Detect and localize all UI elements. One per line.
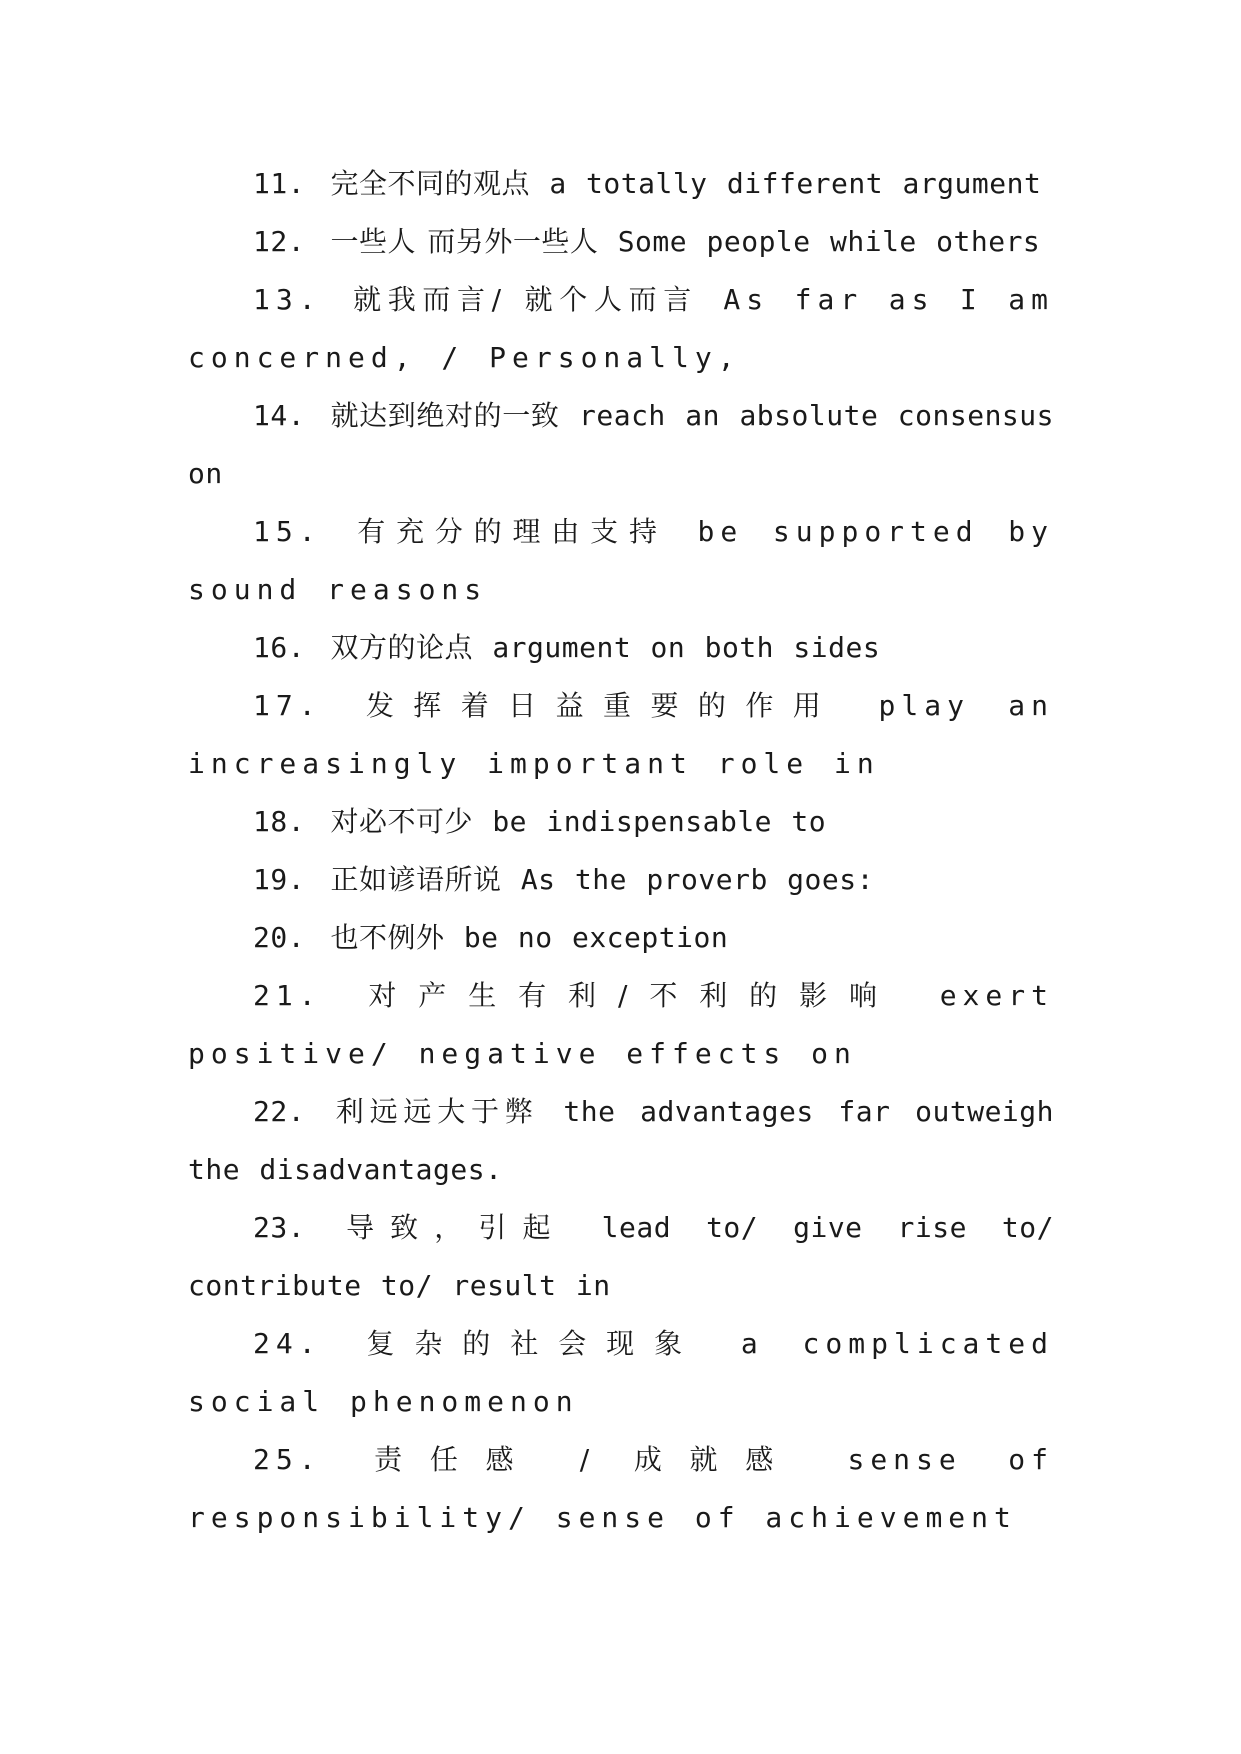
phrase-chinese: 对必不可少	[330, 805, 473, 838]
phrase-item-18	[188, 793, 1054, 851]
phrase-english: lead to/ give rise to/ contribute to/ result in	[188, 1211, 1054, 1302]
phrase-english: be supported by sound reasons	[188, 515, 1054, 606]
phrase-chinese: 发挥着日益重要的作用	[365, 689, 841, 722]
phrase-list	[188, 155, 1054, 1547]
phrase-number: 24.	[253, 1327, 322, 1360]
phrase-item-19	[188, 851, 1054, 909]
phrase-item-23	[188, 1199, 1054, 1315]
phrase-chinese: 利远远大于弊	[335, 1095, 539, 1128]
phrase-number: 18.	[253, 805, 306, 838]
phrase-item-14	[188, 387, 1054, 503]
phrase-chinese: 正如谚语所说	[330, 863, 502, 896]
phrase-english: sense of responsibility/ sense of achievement	[188, 1443, 1055, 1534]
phrase-english: be indispensable to	[492, 805, 827, 838]
phrase-number: 19.	[253, 863, 306, 896]
phrase-english: argument on both sides	[492, 631, 881, 664]
phrase-item-12	[188, 213, 1054, 271]
phrase-item-25	[188, 1431, 1054, 1547]
phrase-english: As far as I am concerned, / Personally,	[188, 283, 1055, 374]
phrase-number: 17.	[253, 689, 322, 722]
phrase-item-13	[188, 271, 1054, 387]
phrase-chinese: 有充分的理由支持	[357, 515, 668, 548]
phrase-item-11	[188, 155, 1054, 213]
phrase-number: 12.	[253, 225, 306, 258]
phrase-item-22	[188, 1083, 1054, 1199]
phrase-number: 11.	[253, 167, 306, 200]
phrase-number: 20.	[253, 921, 306, 954]
phrase-item-20	[188, 909, 1054, 967]
phrase-chinese: 就达到绝对的一致	[330, 399, 560, 432]
phrase-english: play an increasingly important role in	[188, 689, 1054, 780]
phrase-chinese: 责任感 / 成就感	[374, 1443, 801, 1476]
phrase-number: 25.	[253, 1443, 322, 1476]
phrase-chinese: 也不例外	[330, 921, 445, 954]
phrase-number: 15.	[253, 515, 322, 548]
phrase-english: As the proverb goes:	[520, 863, 874, 896]
phrase-english: a totally different argument	[549, 167, 1042, 200]
phrase-item-16	[188, 619, 1054, 677]
phrase-item-17	[188, 677, 1054, 793]
phrase-item-24	[188, 1315, 1054, 1431]
phrase-number: 21.	[253, 979, 322, 1012]
phrase-english: the advantages far outweigh the disadvantages.	[188, 1095, 1055, 1186]
phrase-chinese: 导致，引起	[346, 1211, 567, 1244]
phrase-chinese: 对产生有利/不利的影响	[368, 979, 899, 1012]
phrase-number: 23.	[253, 1211, 306, 1244]
phrase-chinese: 就我而言/ 就个人而言	[353, 283, 698, 316]
phrase-chinese: 一些人 而另外一些人	[330, 225, 599, 258]
phrase-item-21	[188, 967, 1054, 1083]
phrase-number: 14.	[253, 399, 306, 432]
phrase-english: exert positive/ negative effects on	[188, 979, 1054, 1070]
phrase-number: 13.	[253, 283, 322, 316]
phrase-chinese: 完全不同的观点	[330, 167, 530, 200]
phrase-english: Some people while others	[617, 225, 1041, 258]
phrase-chinese: 复杂的社会现象	[366, 1327, 703, 1360]
phrase-english: reach an absolute consensus on	[188, 399, 1055, 490]
phrase-chinese: 双方的论点	[330, 631, 473, 664]
phrase-number: 16.	[253, 631, 306, 664]
phrase-english: be no exception	[463, 921, 729, 954]
phrase-number: 22.	[253, 1095, 306, 1128]
phrase-item-15	[188, 503, 1054, 619]
phrase-english: a complicated social phenomenon	[188, 1327, 1054, 1418]
